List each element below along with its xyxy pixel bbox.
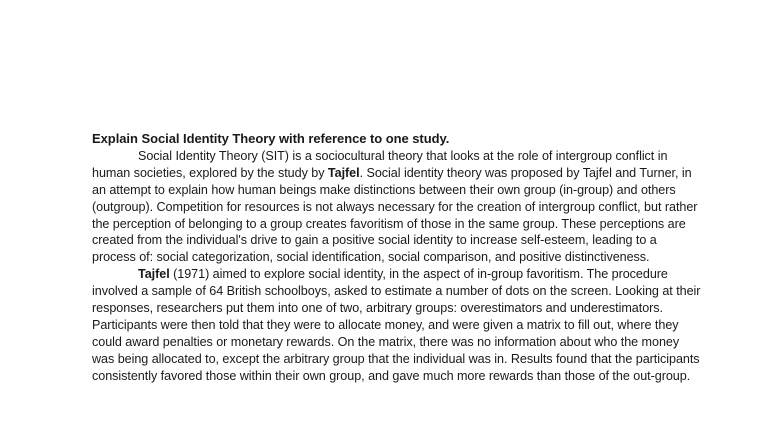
essay-question-heading: Explain Social Identity Theory with reference to one study. — [92, 131, 450, 146]
author-name-bold: Tajfel — [327, 165, 360, 180]
paragraph-tajfel-study — [92, 266, 702, 384]
paragraph1-text-b: . Social identity theory was proposed by Tajfel and Turner, in an attempt to explain how human beings make distinctions between their own group (in-group) and others (outgroup). Competition for resources is not always necessary for the creation of intergroup conflict, but rather the perception of belonging to a group creates favoritism of those in the same group. These perceptions are created from the individual's drive to gain a positive social identity to increase self-esteem, leading to a process of: social categorization, social identification, social comparison, and positive distinctiveness. — [92, 165, 698, 265]
paragraph-sit-overview — [92, 148, 702, 266]
document-body — [92, 131, 702, 385]
paragraph1-text-a: Social Identity Theory (SIT) is a sociocultural theory that looks at the role of intergroup conflict in human societies, explored by the study by — [92, 148, 668, 180]
paragraph2-text: (1971) aimed to explore social identity, in the aspect of in-group favoritism. The procedure involved a sample of 64 British schoolboys, asked to estimate a number of dots on the screen. Looking at their responses, researchers put them into one of two, arbitrary groups: overestimators and underestimators. Participants were then told that they were to allocate money, and were given a matrix to fill out, where they could award penalties or monetary rewards. On the matrix, there was no information about who the money was being allocated to, except the arbitrary group that the individual was in. Results found that the participants consistently favored those within their own group, and gave much more rewards than those of the out-group. — [92, 267, 701, 383]
study-author-bold: Tajfel — [138, 267, 170, 282]
